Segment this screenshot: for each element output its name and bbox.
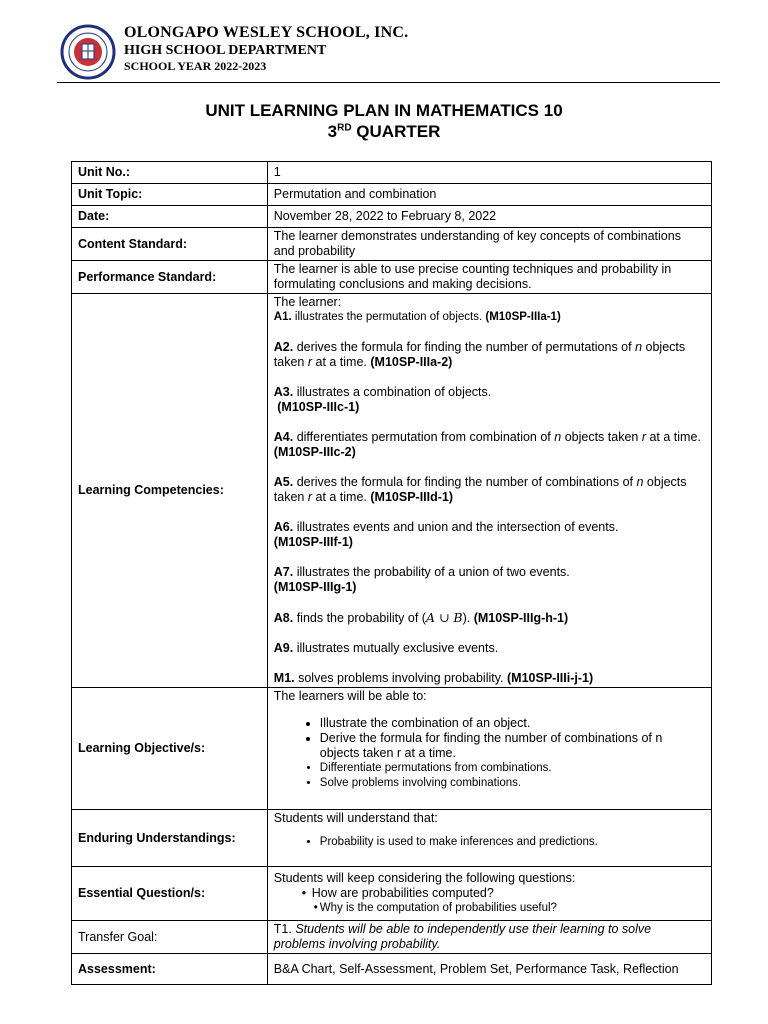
enduring-list [274,835,705,850]
competency-a7: A7. illustrates the probability of a union of two events. (M10SP-IIIg-1) [273,565,570,594]
performance-standard-value: The learner is able to use precise counting techniques and probability in formulating conclusions and making decisions. [267,261,711,294]
unit-topic-label: Unit Topic: [72,184,268,206]
header-divider [57,82,720,83]
document-header [60,20,720,82]
competency-m1: M1. solves problems involving probability. (M10SP-IIIi-j-1) [273,671,594,685]
objectives-intro: The learners will be able to: [273,689,427,703]
row-assessment [72,954,712,985]
quarter-number: 3 [327,122,338,141]
essential-intro: Students will keep considering the following questions: [273,871,576,885]
enduring-understandings-value [267,810,711,867]
competencies-intro: The learner: [273,295,342,309]
list-item: • Differentiate permutations from combinations. [320,761,705,776]
enduring-understandings-label: Enduring Understandings: [72,810,268,867]
learning-objectives-label: Learning Objective/s: [72,688,268,810]
list-item: • How are probabilities computed? [312,886,705,901]
school-year: SCHOOL YEAR 2022-2023 [124,59,267,73]
competency-a8: A8. finds the probability of (A ∪ B). (M10SP-IIIg-h-1) [273,610,569,625]
unit-topic-value: Permutation and combination [267,184,711,206]
learning-plan-table [71,161,712,985]
performance-standard-label: Performance Standard: [72,261,268,294]
list-item: • Illustrate the combination of an object. [320,716,705,731]
row-unit-no [72,162,712,184]
row-learning-competencies [72,294,712,688]
row-performance-standard [72,261,712,294]
document-title: UNIT LEARNING PLAN IN MATHEMATICS 10 [205,101,563,120]
assessment-label: Assessment: [72,954,268,985]
list-item: • Why is the computation of probabilities useful? [312,901,705,916]
quarter-word: QUARTER [356,122,441,141]
competency-a3: A3. illustrates a combination of objects. (M10SP-IIIc-1) [273,385,492,414]
transfer-goal-label: Transfer Goal: [72,921,268,954]
essential-questions-value [267,867,711,921]
content-standard-value: The learner demonstrates understanding of key concepts of combinations and probability [267,228,711,261]
assessment-value: B&A Chart, Self-Assessment, Problem Set, Performance Task, Reflection [267,954,711,985]
quarter-title [0,122,768,142]
essential-list [274,886,705,916]
row-unit-topic [72,184,712,206]
quarter-suffix: RD [337,122,352,134]
school-seal-icon [60,24,116,80]
competency-a6: A6. illustrates events and union and the intersection of events. (M10SP-IIIf-1) [273,520,619,549]
competency-a4: A4. differentiates permutation from combination of n objects taken r at a time. (M10SP-IIIc-2) [273,430,701,459]
row-content-standard [72,228,712,261]
competency-a2: A2. derives the formula for finding the number of permutations of n objects taken r at a time. (M10SP-IIIa-2) [273,340,686,369]
list-item: • Solve problems involving combinations. [320,776,705,791]
competency-a5: A5. derives the formula for finding the number of combinations of n objects taken r at a time. (M10SP-IIId-1) [273,475,687,504]
learning-competencies-value [267,294,711,688]
row-enduring-understandings [72,810,712,867]
content-standard-label: Content Standard: [72,228,268,261]
row-transfer-goal [72,921,712,954]
list-item: • Probability is used to make inferences and predictions. [320,835,705,850]
objectives-list [274,716,705,791]
row-learning-objectives [72,688,712,810]
unit-no-value: 1 [267,162,711,184]
learning-objectives-value [267,688,711,810]
enduring-intro: Students will understand that: [273,811,438,825]
learning-competencies-label: Learning Competencies: [72,294,268,688]
competency-a1: A1. illustrates the permutation of objects. (M10SP-IIIa-1) [273,311,561,323]
row-date [72,206,712,228]
school-name: OLONGAPO WESLEY SCHOOL, INC. [124,24,409,41]
list-item: • Derive the formula for finding the number of combinations of n objects taken r at a time. [320,731,705,761]
school-info [124,24,408,74]
essential-questions-label: Essential Question/s: [72,867,268,921]
transfer-goal-value: T1. Students will be able to independently use their learning to solve problems involving probability. [267,921,711,954]
row-essential-questions [72,867,712,921]
department-name: HIGH SCHOOL DEPARTMENT [124,43,327,58]
date-value: November 28, 2022 to February 8, 2022 [267,206,711,228]
date-label: Date: [72,206,268,228]
unit-no-label: Unit No.: [72,162,268,184]
competency-a9: A9. illustrates mutually exclusive events. [273,641,499,655]
